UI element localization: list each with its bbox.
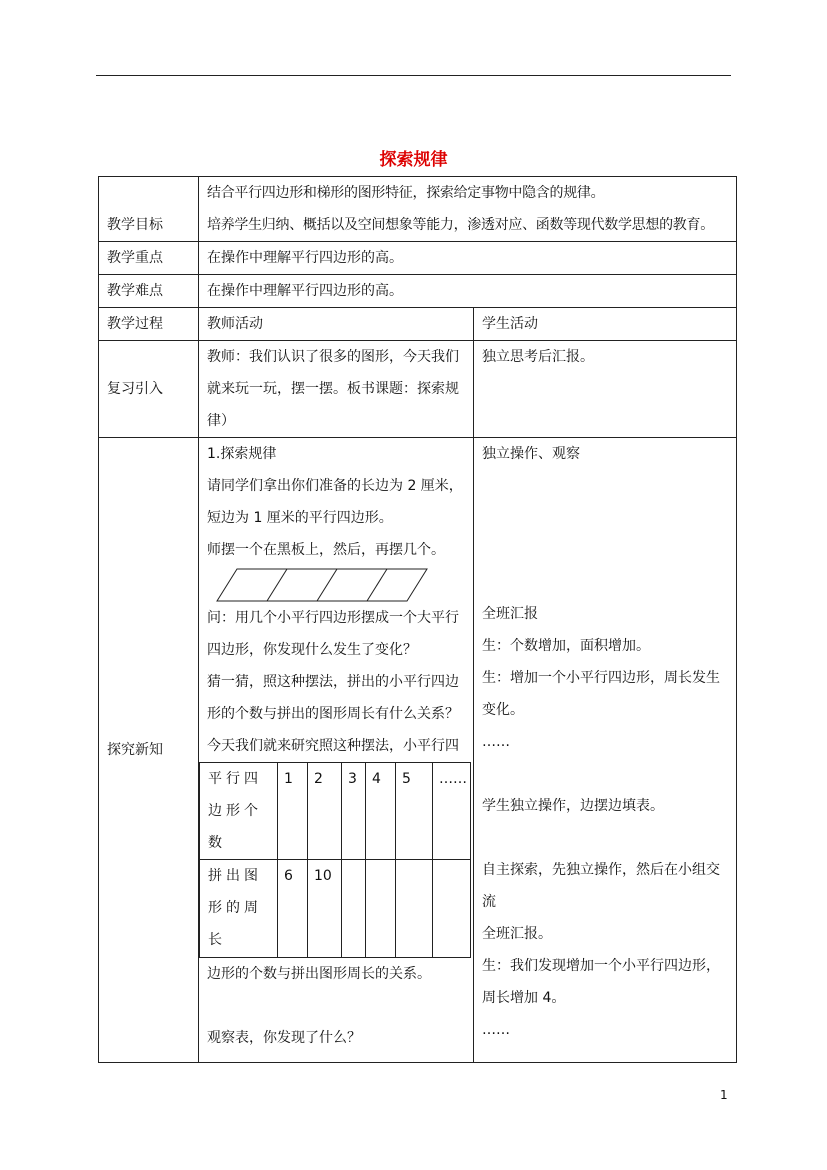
explore-student [474, 438, 737, 1063]
count-cell: 4 [366, 763, 396, 860]
teacher-p1: 1.探索规律 [207, 446, 277, 462]
process-row [99, 308, 737, 341]
count-cell: 1 [278, 763, 308, 860]
difficulty-label: 教学难点 [99, 275, 199, 308]
count-cell: 3 [342, 763, 366, 860]
review-label: 复习引入 [99, 341, 199, 438]
student-s9: 生：我们发现增加一个小平行四边形，周长增加 4。 [482, 958, 720, 1006]
teacher-p4: 问：用几个小平行四边形摆成一个大平行四边形，你发现什么发生了变化？ [207, 610, 459, 658]
teacher-activity-header: 教师活动 [199, 308, 474, 341]
review-student: 独立思考后汇报。 [474, 341, 737, 438]
parallelogram-strip-figure [211, 568, 431, 602]
process-label: 教学过程 [99, 308, 199, 341]
student-s6: 学生独立操作，边摆边填表。 [482, 798, 664, 814]
explore-label: 探究新知 [99, 438, 199, 1063]
goal-row [99, 177, 737, 242]
page-number: 1 [720, 1088, 728, 1102]
perimeter-cell: 6 [278, 860, 308, 958]
key-row [99, 242, 737, 275]
student-s2: 全班汇报 [482, 606, 538, 622]
teacher-p8: 观察表，你发现了什么？ [207, 1030, 361, 1046]
perimeter-table-row-perimeter [200, 860, 471, 958]
difficulty-row [99, 275, 737, 308]
student-activity-header: 学生活动 [474, 308, 737, 341]
lesson-plan-table [98, 176, 737, 1063]
difficulty-content: 在操作中理解平行四边形的高。 [199, 275, 737, 308]
count-cell: 5 [396, 763, 433, 860]
review-row [99, 341, 737, 438]
count-cell: 2 [308, 763, 342, 860]
teacher-p2: 请同学们拿出你们准备的长边为 2 厘米，短边为 1 厘米的平行四边形。 [207, 478, 463, 526]
student-s10: …… [482, 1022, 510, 1038]
document-title: 探索规律 [379, 150, 448, 170]
student-s7: 自主探索，先独立操作，然后在小组交流 [482, 862, 720, 910]
teacher-p6: 今天我们就来研究照这种摆法，小平行四 [207, 738, 459, 754]
teacher-p5: 猜一猜，照这种摆法，拼出的小平行四边形的个数与拼出的图形周长有什么关系？ [207, 674, 459, 722]
perimeter-header: 拼出图形的周长 [200, 860, 278, 958]
explore-teacher [199, 438, 474, 1063]
teacher-p7: 边形的个数与拼出图形周长的关系。 [207, 966, 431, 982]
perimeter-cell [342, 860, 366, 958]
student-s3: 生：个数增加，面积增加。 [482, 638, 650, 654]
perimeter-cell: 10 [308, 860, 342, 958]
perimeter-cell [366, 860, 396, 958]
student-s5: …… [482, 734, 510, 750]
review-teacher: 教师：我们认识了很多的图形，今天我们就来玩一玩，摆一摆。板书课题：探索规律） [199, 341, 474, 438]
goal-label: 教学目标 [99, 177, 199, 242]
perimeter-cell [433, 860, 471, 958]
count-header: 平行四边形个数 [200, 763, 278, 860]
student-s4: 生：增加一个小平行四边形，周长发生变化。 [482, 670, 720, 718]
explore-row [99, 438, 737, 1063]
header-rule [96, 75, 731, 76]
goal-content [199, 177, 737, 242]
student-s1: 独立操作、观察 [482, 446, 580, 462]
goal-line-2: 培养学生归纳、概括以及空间想象等能力，渗透对应、函数等现代数学思想的教育。 [207, 217, 714, 233]
perimeter-cell [396, 860, 433, 958]
teacher-p3: 师摆一个在黑板上，然后，再摆几个。 [207, 542, 445, 558]
goal-line-1: 结合平行四边形和梯形的图形特征，探索给定事物中隐含的规律。 [207, 185, 605, 201]
count-cell: …… [433, 763, 471, 860]
key-content: 在操作中理解平行四边形的高。 [199, 242, 737, 275]
perimeter-table [199, 762, 471, 958]
student-s8: 全班汇报。 [482, 926, 552, 942]
perimeter-table-row-count [200, 763, 471, 860]
key-label: 教学重点 [99, 242, 199, 275]
